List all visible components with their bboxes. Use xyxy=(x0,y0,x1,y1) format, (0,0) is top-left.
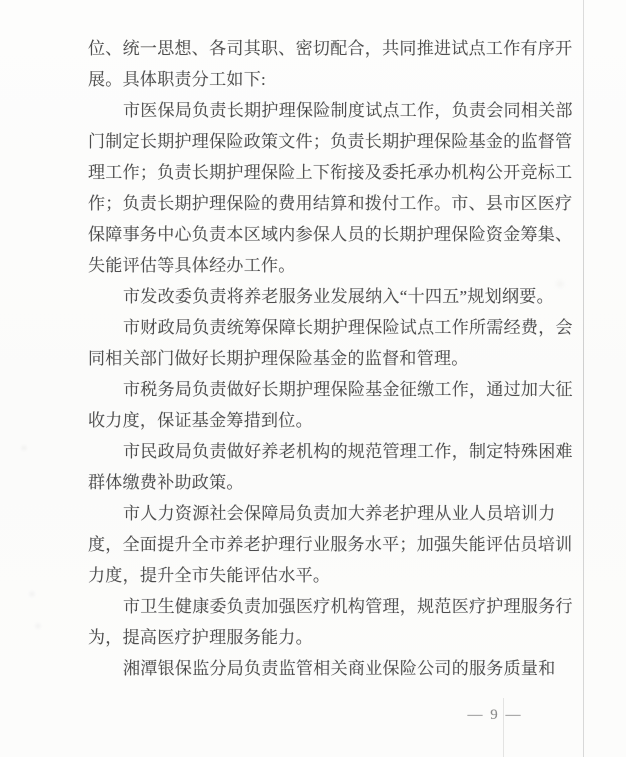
text-line: 市民政局负责做好养老机构的规范管理工作，制定特殊困难 xyxy=(123,442,573,461)
text-line: 作；负责长期护理保险的费用结算和拨付工作。市、县市区医疗 xyxy=(88,194,573,213)
text-line: 收力度，保证基金筹措到位。 xyxy=(88,411,313,430)
scan-smudges xyxy=(0,0,4,4)
text-line: 市人力资源社会保障局负责加大养老护理从业人员培训力 xyxy=(123,504,556,523)
text-line: 市卫生健康委负责加强医疗机构管理，规范医疗护理服务行 xyxy=(123,597,573,616)
text-line: 为，提高医疗护理服务能力。 xyxy=(88,628,313,647)
text-line: 展。具体职责分工如下: xyxy=(88,70,267,89)
text-line: 门制定长期护理保险政策文件；负责长期护理保险基金的监督管 xyxy=(88,132,573,151)
text-line: 市医保局负责长期护理保险制度试点工作，负责会同相关部 xyxy=(123,101,573,120)
text-line: 保障事务中心负责本区域内参保人员的长期护理保险资金筹集、 xyxy=(88,225,573,244)
text-line: 湘潭银保监分局负责监管相关商业保险公司的服务质量和 xyxy=(123,659,556,678)
document-lines xyxy=(88,33,572,684)
page-number: — 9 — xyxy=(467,707,523,723)
text-line: 同相关部门做好长期护理保险基金的监督和管理。 xyxy=(88,349,469,368)
page-edge-line xyxy=(583,0,584,757)
text-line: 力度，提升全市失能评估水平。 xyxy=(88,566,331,585)
text-line: 度，全面提升全市养老护理行业服务水平；加强失能评估员培训 xyxy=(88,535,573,554)
text-line: 位、统一思想、各司其职、密切配合，共同推进试点工作有序开 xyxy=(88,39,573,58)
text-line: 理工作；负责长期护理保险上下衔接及委托承办机构公开竞标工 xyxy=(88,163,573,182)
text-line: 失能评估等具体经办工作。 xyxy=(88,256,296,275)
text-line: 群体缴费补助政策。 xyxy=(88,473,244,492)
text-line: 市财政局负责统筹保障长期护理保险试点工作所需经费，会 xyxy=(123,318,573,337)
text-line: 市税务局负责做好长期护理保险基金征缴工作，通过加大征 xyxy=(123,380,573,399)
text-line: 市发改委负责将养老服务业发展纳入“十四五”规划纲要。 xyxy=(123,287,554,306)
